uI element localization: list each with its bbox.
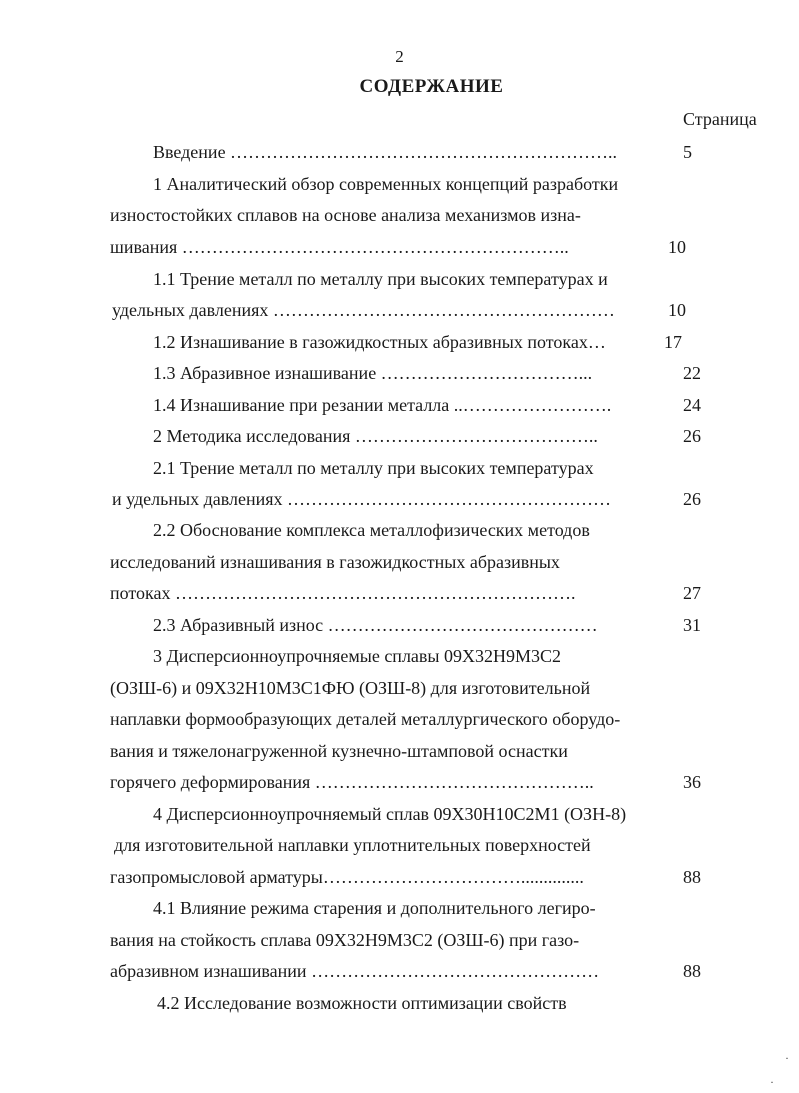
toc-entry-page: 27 — [683, 583, 701, 603]
toc-entry-line: Введение ……………………………………………………….. — [153, 142, 618, 162]
page-number: 2 — [395, 47, 404, 66]
toc-entry-line: 1 Аналитический обзор современных концепций разработки — [153, 174, 619, 194]
toc-entry-line: и удельных давлениях ……………………………………………… — [112, 489, 611, 509]
page-title: СОДЕРЖАНИЕ — [359, 76, 504, 97]
toc-entry-line: 4.1 Влияние режима старения и дополнительного легиро- — [153, 898, 596, 918]
scan-speck: · — [770, 1075, 774, 1089]
toc-entry-line: удельных давлениях ………………………………………………… — [112, 300, 615, 320]
toc-entry-page: 36 — [683, 772, 701, 792]
toc-entry-line: 2 Методика исследования ………………………………….. — [153, 426, 598, 446]
toc-entry-line: 3 Дисперсионноупрочняемые сплавы 09Х32Н9М3С2 — [153, 646, 562, 666]
toc-entry-page: 17 — [664, 332, 682, 352]
toc-entry-line: 2.2 Обоснование комплекса металлофизических методов — [153, 520, 590, 540]
toc-entry-page: 88 — [683, 867, 701, 887]
toc-entry-line: (ОЗШ-6) и 09Х32Н10М3С1ФЮ (ОЗШ-8) для изготовительной — [110, 678, 591, 698]
toc-entry-page: 26 — [683, 426, 701, 446]
page-column-header: Страница — [683, 109, 757, 129]
scan-speck: · — [785, 1051, 789, 1065]
toc-entry-line: 1.1 Трение металл по металлу при высоких температурах и — [153, 269, 608, 289]
toc-entry-page: 5 — [683, 142, 692, 162]
toc-entry-line: вания на стойкость сплава 09Х32Н9М3С2 (ОЗШ-6) при газо- — [110, 930, 580, 950]
toc-entry-line: 4 Дисперсионноупрочняемый сплав 09Х30Н10С2М1 (ОЗН-8) — [153, 804, 627, 824]
toc-entry-line: абразивном изнашивании ………………………………………… — [110, 961, 600, 981]
toc-entry-page: 31 — [683, 615, 701, 635]
toc-entry-line: изностостойких сплавов на основе анализа механизмов изна- — [110, 205, 581, 225]
toc-entry-page: 10 — [668, 300, 686, 320]
toc-entry-line: исследований изнашивания в газожидкостных абразивных — [110, 552, 560, 572]
toc-entry-line: шивания ……………………………………………………….. — [110, 237, 569, 257]
toc-entry-line: потоках …………………………………………………………. — [110, 583, 576, 603]
toc-entry-line: газопромысловой арматуры…………………………….............. — [110, 867, 584, 887]
toc-entry-line: 1.3 Абразивное изнашивание ……………………………... — [153, 363, 593, 383]
toc-entry-line: горячего деформирования ……………………………………….. — [110, 772, 594, 792]
toc-entry-line: 2.3 Абразивный износ ……………………………………… — [153, 615, 598, 635]
toc-entry-line: 1.2 Изнашивание в газожидкостных абразивных потоках… — [153, 332, 606, 352]
toc-entry-line: 1.4 Изнашивание при резании металла ..……………………. — [153, 395, 612, 415]
toc-entry-line: для изготовительной наплавки уплотнительных поверхностей — [114, 835, 591, 855]
toc-entry-page: 88 — [683, 961, 701, 981]
toc-entry-line: наплавки формообразующих деталей металлургического оборудо- — [110, 709, 621, 729]
toc-entry-page: 26 — [683, 489, 701, 509]
toc-entry-page: 10 — [668, 237, 686, 257]
toc-entry-line: вания и тяжелонагруженной кузнечно-штамповой оснастки — [110, 741, 568, 761]
toc-entry-page: 22 — [683, 363, 701, 383]
toc-entry-line: 4.2 Исследование возможности оптимизации свойств — [157, 993, 567, 1013]
toc-entry-line: 2.1 Трение металл по металлу при высоких температурах — [153, 458, 594, 478]
toc-entry-page: 24 — [683, 395, 701, 415]
